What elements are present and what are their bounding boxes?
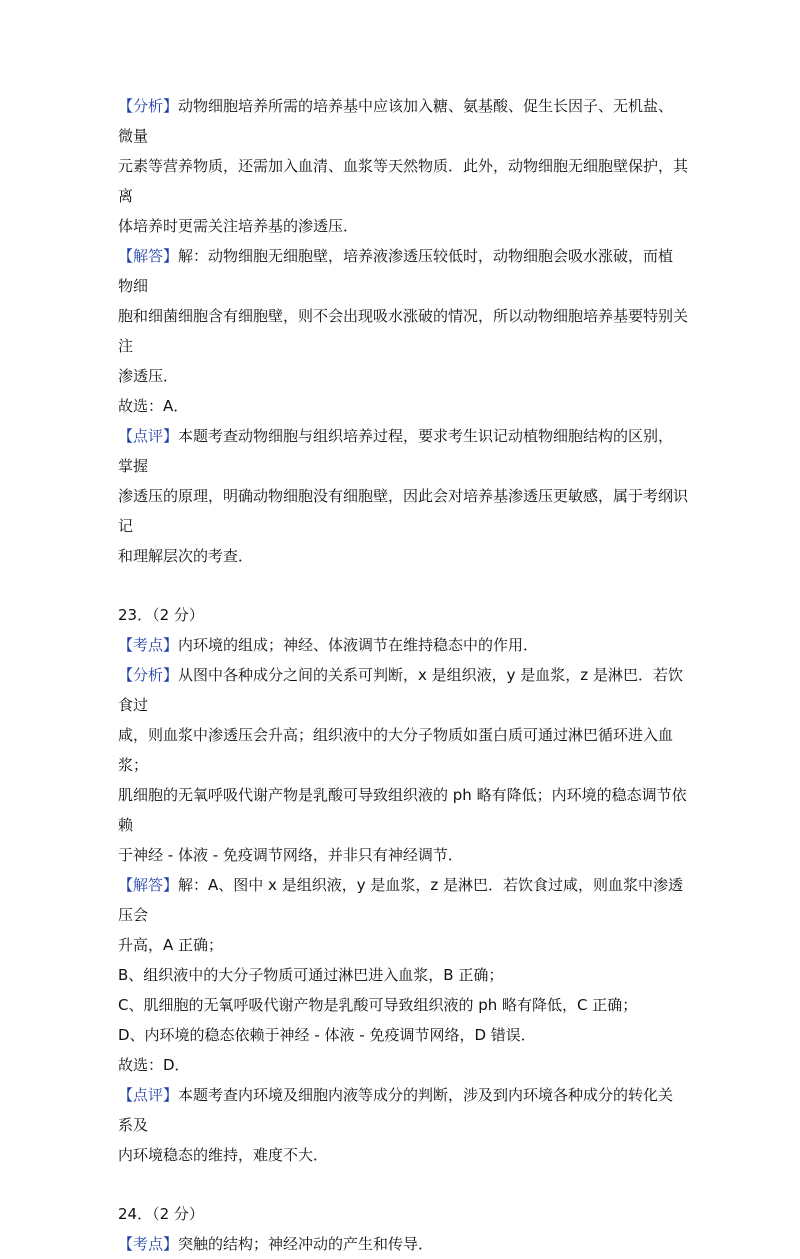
analysis-tag: 【分析】 (118, 97, 179, 115)
q22-analysis-line-3: 体培养时更需关注培养基的渗透压． (118, 217, 359, 235)
comment-tag: 【点评】 (118, 427, 179, 445)
q22-comment-line-2: 渗透压的原理，明确动物细胞没有细胞壁，因此会对培养基渗透压更敏感，属于考纲识记 (118, 487, 689, 535)
q22-comment-line-1: 【点评】本题考查动物细胞与组织培养过程，要求考生识记动植物细胞结构的区别，掌握 (118, 427, 674, 475)
document-page (118, 91, 688, 1259)
q23-solution-line-2: 升高，A 正确； (118, 936, 224, 954)
solution-tag: 【解答】 (118, 876, 179, 894)
q23-answer: 故选：D． (118, 1056, 190, 1074)
q22-analysis-line-2: 元素等营养物质，还需加入血清、血浆等天然物质．此外，动物细胞无细胞壁保护，其离 (118, 157, 689, 205)
q22-comment-line-3: 和理解层次的考查． (118, 547, 254, 565)
q23-header: 23．（2 分） (118, 606, 204, 624)
q23-solution-line-4: C、肌细胞的无氧呼吸代谢产物是乳酸可导致组织液的 ph 略有降低，C 正确； (118, 996, 638, 1014)
analysis-tag: 【分析】 (118, 666, 179, 684)
spacer (118, 1170, 688, 1199)
q22-answer: 故选：A． (118, 397, 189, 415)
q23-comment-line-1: 【点评】本题考查内环境及细胞内液等成分的判断，涉及到内环境各种成分的转化关系及 (118, 1086, 674, 1134)
comment-tag: 【点评】 (118, 1086, 179, 1104)
q22-solution-line-3: 渗透压． (118, 367, 179, 385)
q23-comment-line-2: 内环境稳态的维持，难度不大． (118, 1146, 329, 1164)
q22-analysis-line-1: 【分析】动物细胞培养所需的培养基中应该加入糖、氨基酸、促生长因子、无机盐、微量 (118, 97, 674, 145)
q23-analysis-line-4: 于神经 - 体液 - 免疫调节网络，并非只有神经调节． (118, 846, 463, 864)
q23-solution-line-1: 【解答】解：A、图中 x 是组织液，y 是血浆，z 是淋巴．若饮食过咸，则血浆中渗透压会 (118, 876, 683, 924)
keypoint-tag: 【考点】 (118, 1235, 179, 1253)
q23-analysis-line-2: 咸，则血浆中渗透压会升高；组织液中的大分子物质如蛋白质可通过淋巴循环进入血浆； (118, 726, 674, 774)
keypoint-tag: 【考点】 (118, 636, 179, 654)
q23-keypoint: 【考点】内环境的组成；神经、体液调节在维持稳态中的作用． (118, 636, 539, 654)
q24-header: 24．（2 分） (118, 1205, 204, 1223)
q23-solution-line-5: D、内环境的稳态依赖于神经 - 体液 - 免疫调节网络，D 错误． (118, 1026, 536, 1044)
q23-solution-line-3: B、组织液中的大分子物质可通过淋巴进入血浆，B 正确； (118, 966, 504, 984)
q23-analysis-line-1: 【分析】从图中各种成分之间的关系可判断，x 是组织液，y 是血浆，z 是淋巴．若饮食过 (118, 666, 683, 714)
q23-analysis-line-3: 肌细胞的无氧呼吸代谢产物是乳酸可导致组织液的 ph 略有降低；内环境的稳态调节依赖 (118, 786, 687, 834)
q22-solution-line-2: 胞和细菌细胞含有细胞壁，则不会出现吸水涨破的情况，所以动物细胞培养基要特别关注 (118, 307, 689, 355)
solution-tag: 【解答】 (118, 247, 179, 265)
q22-solution-line-1: 【解答】解：动物细胞无细胞壁，培养液渗透压较低时，动物细胞会吸水涨破，而植物细 (118, 247, 674, 295)
q24-keypoint: 【考点】突触的结构；神经冲动的产生和传导． (118, 1235, 434, 1253)
spacer (118, 571, 688, 600)
